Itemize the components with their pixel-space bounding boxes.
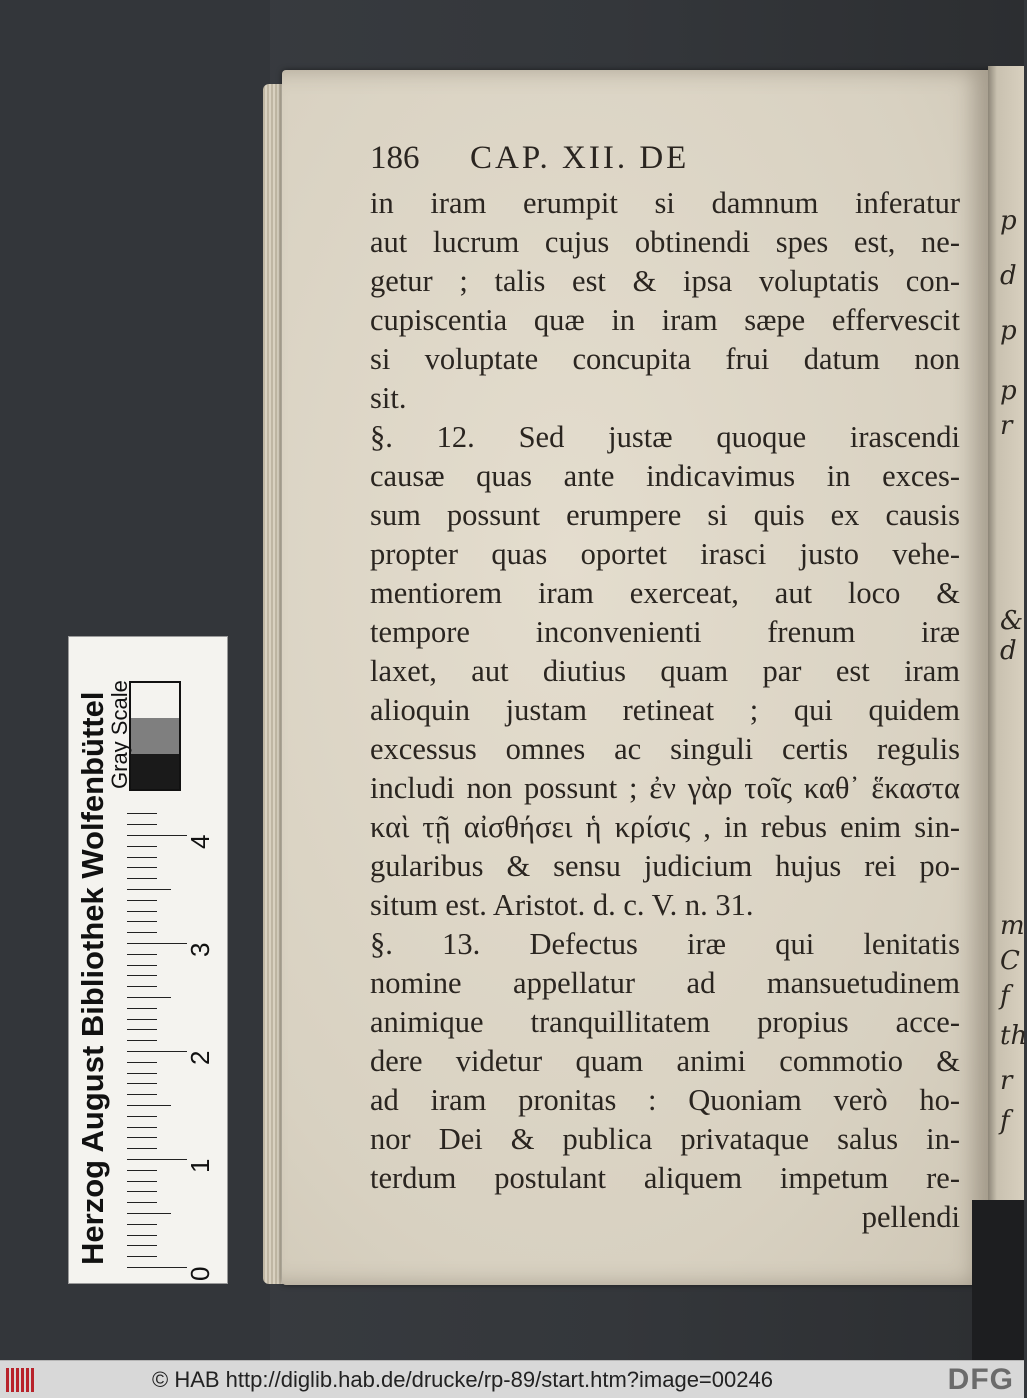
- ruler-tick: [127, 1202, 157, 1203]
- facing-page-glyph: d: [1000, 261, 1017, 291]
- text-line: §. 13. Defectus iræ qui lenitatis: [370, 927, 960, 961]
- text-line: causæ quas ante indicavimus in exces-: [370, 459, 960, 493]
- ruler-tick: [127, 878, 157, 879]
- binding-edge: [972, 1200, 1024, 1360]
- text-line: gularibus & sensu judicium hujus rei po-: [370, 849, 960, 883]
- facing-page-glyph: f: [1000, 1106, 1010, 1136]
- text-line: nomine appellatur ad mansuetudinem: [370, 966, 960, 1000]
- text-line: mentiorem iram exerceat, aut loco &: [370, 576, 960, 610]
- text-line: cupiscentia quæ in iram sæpe effervescit: [370, 303, 960, 337]
- gray-swatch: [131, 718, 179, 753]
- text-line: propter quas oportet irasci justo vehe-: [370, 537, 960, 571]
- ruler-tick: [127, 1083, 157, 1084]
- ruler-number: 2: [185, 1050, 215, 1065]
- text-line: ad iram pronitas : Quoniam verò ho-: [370, 1083, 960, 1117]
- ruler-tick: [127, 835, 187, 836]
- text-line: tempore inconvenienti frenum iræ: [370, 615, 960, 649]
- ruler-tick: [127, 1094, 157, 1095]
- text-line: situm est. Aristot. d. c. V. n. 31.: [370, 888, 754, 922]
- institution-label: Herzog August Bibliothek Wolfenbüttel: [75, 691, 110, 1265]
- ruler-tick: [127, 813, 157, 814]
- text-line: alioquin justam retineat ; qui quidem: [370, 693, 960, 727]
- text-line: includi non possunt ; ἐν γὰρ τοῖς καθ᾽ ἕκαστα: [370, 771, 960, 805]
- color-scale-bar: [68, 636, 228, 1284]
- ruler-tick: [127, 997, 171, 998]
- facing-page-glyph: th: [1000, 1021, 1027, 1051]
- text-line: si voluptate concupita frui datum non: [370, 342, 960, 376]
- dfg-logo: DFG: [947, 1363, 1014, 1396]
- ruler-tick: [127, 1267, 187, 1268]
- ruler-tick: [127, 1073, 157, 1074]
- ruler-tick: [127, 867, 157, 868]
- text-line: terdum postulant aliquem impetum re-: [370, 1161, 960, 1195]
- ruler-tick: [127, 1170, 157, 1171]
- ruler-number: 4: [185, 834, 215, 849]
- facing-page-glyph: f: [1000, 981, 1010, 1011]
- ruler-tick: [127, 1029, 157, 1030]
- ruler-tick: [127, 1116, 157, 1117]
- ruler-number: 0: [185, 1266, 215, 1281]
- ruler-tick: [127, 1062, 157, 1063]
- facing-page-glyph: C: [1000, 946, 1020, 976]
- ruler-tick: [127, 846, 157, 847]
- ruler-tick: [127, 889, 171, 890]
- ruler-tick: [127, 943, 187, 944]
- chapter-title: CAP. XII. DE: [470, 140, 690, 176]
- ruler-tick: [127, 911, 157, 912]
- ruler-tick: [127, 1159, 187, 1160]
- ruler-tick: [127, 954, 157, 955]
- facing-page-glyph: p: [1000, 206, 1017, 236]
- ruler-number: 3: [185, 942, 215, 957]
- ruler-tick: [127, 1040, 157, 1041]
- text-line: καὶ τῇ αἰσθήσει ἡ κρίσις , in rebus enim sin-: [370, 810, 960, 844]
- facing-page-glyph: r: [1000, 411, 1013, 441]
- footer-bar: [0, 1360, 1024, 1398]
- ruler-tick: [127, 1235, 157, 1236]
- ruler-tick: [127, 1127, 157, 1128]
- facing-page-glyph: p: [1000, 316, 1017, 346]
- page-number: 186: [370, 140, 420, 176]
- text-line: sit.: [370, 381, 407, 415]
- text-line: pellendi: [861, 1200, 960, 1234]
- text-line: §. 12. Sed justæ quoque irascendi: [370, 420, 960, 454]
- ruler-number: 1: [185, 1158, 215, 1173]
- ruler-tick: [127, 921, 157, 922]
- copyright-link[interactable]: © HAB http://diglib.hab.de/drucke/rp-89/start.htm?image=00246: [152, 1367, 773, 1392]
- ruler-tick: [127, 1245, 157, 1246]
- ruler-tick: [127, 1213, 171, 1214]
- ruler-tick: [127, 932, 157, 933]
- text-line: aut lucrum cujus obtinendi spes est, ne-: [370, 225, 960, 259]
- ruler-tick: [127, 1191, 157, 1192]
- facing-page-glyph: p: [1000, 376, 1017, 406]
- gray-swatch: [131, 754, 179, 789]
- ruler-tick: [127, 965, 157, 966]
- text-line: sum possunt erumpere si quis ex causis: [370, 498, 960, 532]
- text-line: dere videtur quam animi commotio &: [370, 1044, 960, 1078]
- ruler-tick: [127, 1181, 157, 1182]
- text-line: getur ; talis est & ipsa voluptatis con-: [370, 264, 960, 298]
- ruler-tick: [127, 1019, 157, 1020]
- ruler-tick: [127, 824, 157, 825]
- ruler-tick: [127, 1051, 187, 1052]
- ruler-tick: [127, 975, 157, 976]
- ruler-tick: [127, 1256, 157, 1257]
- page-text: [370, 140, 960, 1237]
- text-lines: [370, 184, 960, 1237]
- gray-scale-label: Gray Scale: [107, 680, 132, 789]
- ruler-tick: [127, 857, 157, 858]
- text-line: nor Dei & publica privataque salus in-: [370, 1122, 960, 1156]
- text-line: animique tranquillitatem propius acce-: [370, 1005, 960, 1039]
- ruler-tick: [127, 900, 157, 901]
- gray-swatch: [131, 683, 179, 718]
- gray-swatches: [129, 681, 181, 791]
- facing-page-strip: [988, 66, 1027, 1296]
- text-line: laxet, aut diutius quam par est iram: [370, 654, 960, 688]
- ruler-tick: [127, 1008, 157, 1009]
- facing-page-glyph: d: [1000, 636, 1017, 666]
- ruler-tick: [127, 1148, 157, 1149]
- facing-page-glyph: &: [1000, 606, 1024, 636]
- ruler: [127, 807, 215, 1281]
- text-line: excessus omnes ac singuli certis regulis: [370, 732, 960, 766]
- facing-page-glyph: r: [1000, 1066, 1013, 1096]
- hab-logo-icon: [6, 1368, 44, 1392]
- running-head: [370, 140, 960, 184]
- text-line: in iram erumpit si damnum inferatur: [370, 186, 960, 220]
- ruler-tick: [127, 1105, 171, 1106]
- facing-page-glyph: m: [1000, 911, 1025, 941]
- ruler-tick: [127, 1224, 157, 1225]
- ruler-tick: [127, 1137, 157, 1138]
- ruler-tick: [127, 986, 157, 987]
